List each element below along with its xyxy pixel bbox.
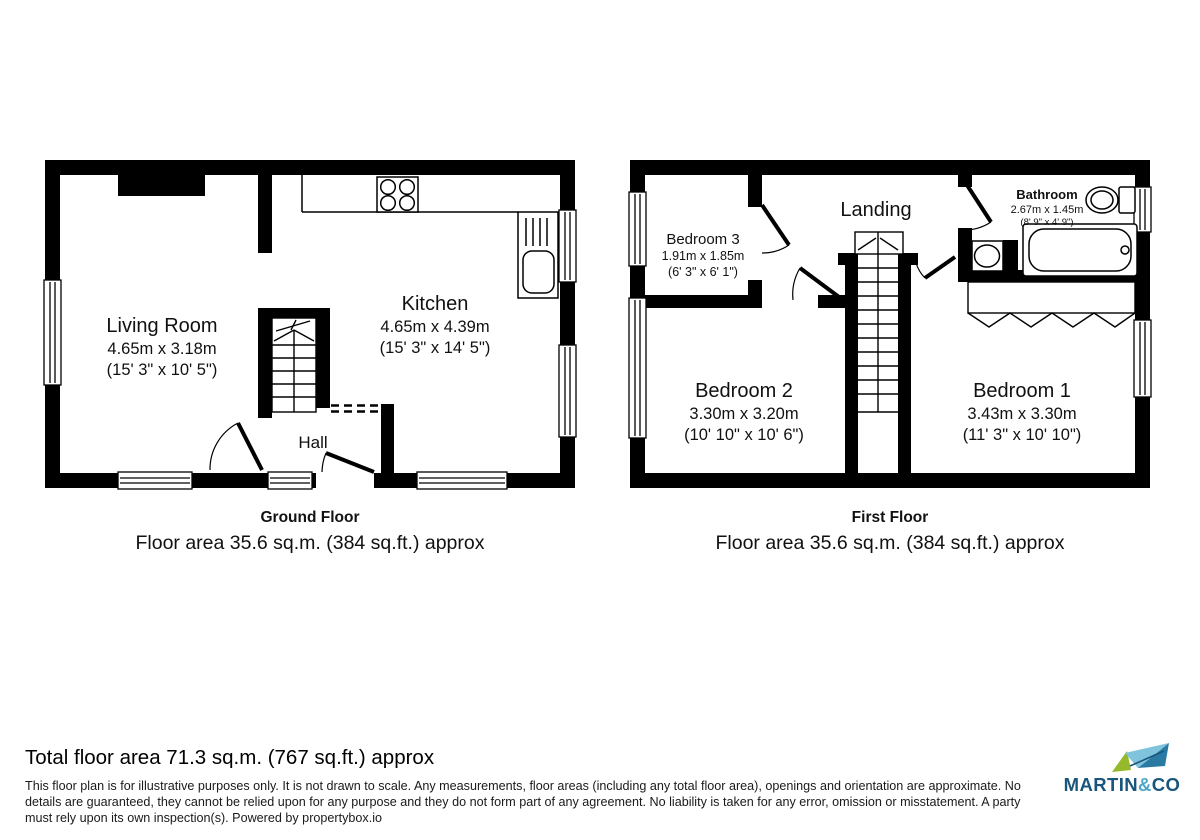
logo-martin: MARTIN [1063,774,1138,795]
door-icon [762,205,789,253]
hob-icon [377,177,418,212]
wardrobe-icon [968,282,1135,327]
window-icon [44,280,61,385]
ground-floor-area: Floor area 35.6 sq.m. (384 sq.ft.) approx [135,532,485,554]
door-icon [916,257,955,278]
window-icon [417,472,507,489]
martin-and-co-wordmark [1048,774,1196,796]
front-door-icon [316,453,374,490]
kitchen-label: Kitchen [401,293,469,315]
landing-label: Landing [840,199,912,221]
window-icon [629,192,646,266]
bedroom1-label: Bedroom 1 [973,380,1071,402]
hall-label: Hall [298,433,328,452]
window-icon [118,472,192,489]
window-icon [629,298,646,438]
window-icon [268,472,312,489]
bathroom-metric: 2.67m x 1.45m [1010,204,1084,216]
toilet-icon [1086,187,1135,213]
first-floor-title: First Floor [851,509,929,526]
bathroom-imperial: (8' 9" x 4' 9") [1020,217,1074,228]
bath-icon [1023,224,1137,276]
bedroom2-imperial: (10' 10" x 10' 6") [684,426,804,444]
first-floor-area: Floor area 35.6 sq.m. (384 sq.ft.) approx [715,532,1065,554]
door-icon [210,423,262,470]
window-icon [559,210,576,282]
ground-floor-plan [44,160,576,490]
bedroom3-label: Bedroom 3 [666,231,740,248]
basin-icon [972,241,1003,271]
martin-and-co-bird-icon [1110,740,1172,773]
kitchen-imperial: (15' 3" x 14' 5") [379,339,491,357]
logo-ampersand: & [1138,774,1152,795]
martin-and-co-logo [1048,740,1196,796]
stairs-icon [855,232,903,412]
window-icon [559,345,576,437]
dashed-opening [331,406,380,412]
living-room-imperial: (15' 3" x 10' 5") [106,361,218,379]
stairs-icon [272,318,316,412]
disclaimer-text: This floor plan is for illustrative purposes only. It is not drawn to scale. Any measurements, floor areas (including any total floor area), openings and orientation are approximate. No details are guaranteed, they cannot be relied upon for any purpose and they do not form part of any agreement. No liability is taken for any error, omission or misstatement. A party must rely upon its own inspection(s). Powered by propertybox.io [25,779,1021,825]
logo-co: CO [1151,774,1181,795]
bedroom2-label: Bedroom 2 [695,380,793,402]
ground-floor-caption [45,509,575,555]
living-room-label: Living Room [106,315,218,337]
first-floor-plan [629,160,1151,488]
ground-floor-title: Ground Floor [260,509,360,526]
bedroom1-imperial: (11' 3" x 10' 10") [962,426,1082,444]
door-icon [965,182,991,230]
bedroom3-imperial: (6' 3" x 6' 1") [668,265,738,279]
bedroom2-metric: 3.30m x 3.20m [689,405,799,423]
kitchen-fixtures [302,175,558,298]
window-icon [1134,320,1151,397]
first-floor-labels [662,187,1084,444]
bedroom1-metric: 3.43m x 3.30m [967,405,1077,423]
living-room-metric: 4.65m x 3.18m [107,340,217,358]
sink-icon [518,212,558,298]
door-icon [793,268,843,300]
total-floor-area: Total floor area 71.3 sq.m. (767 sq.ft.) approx [25,746,435,769]
kitchen-metric: 4.65m x 4.39m [380,318,490,336]
bedroom3-metric: 1.91m x 1.85m [661,249,745,263]
first-floor-caption [630,509,1150,555]
bathroom-label: Bathroom [1016,187,1078,202]
